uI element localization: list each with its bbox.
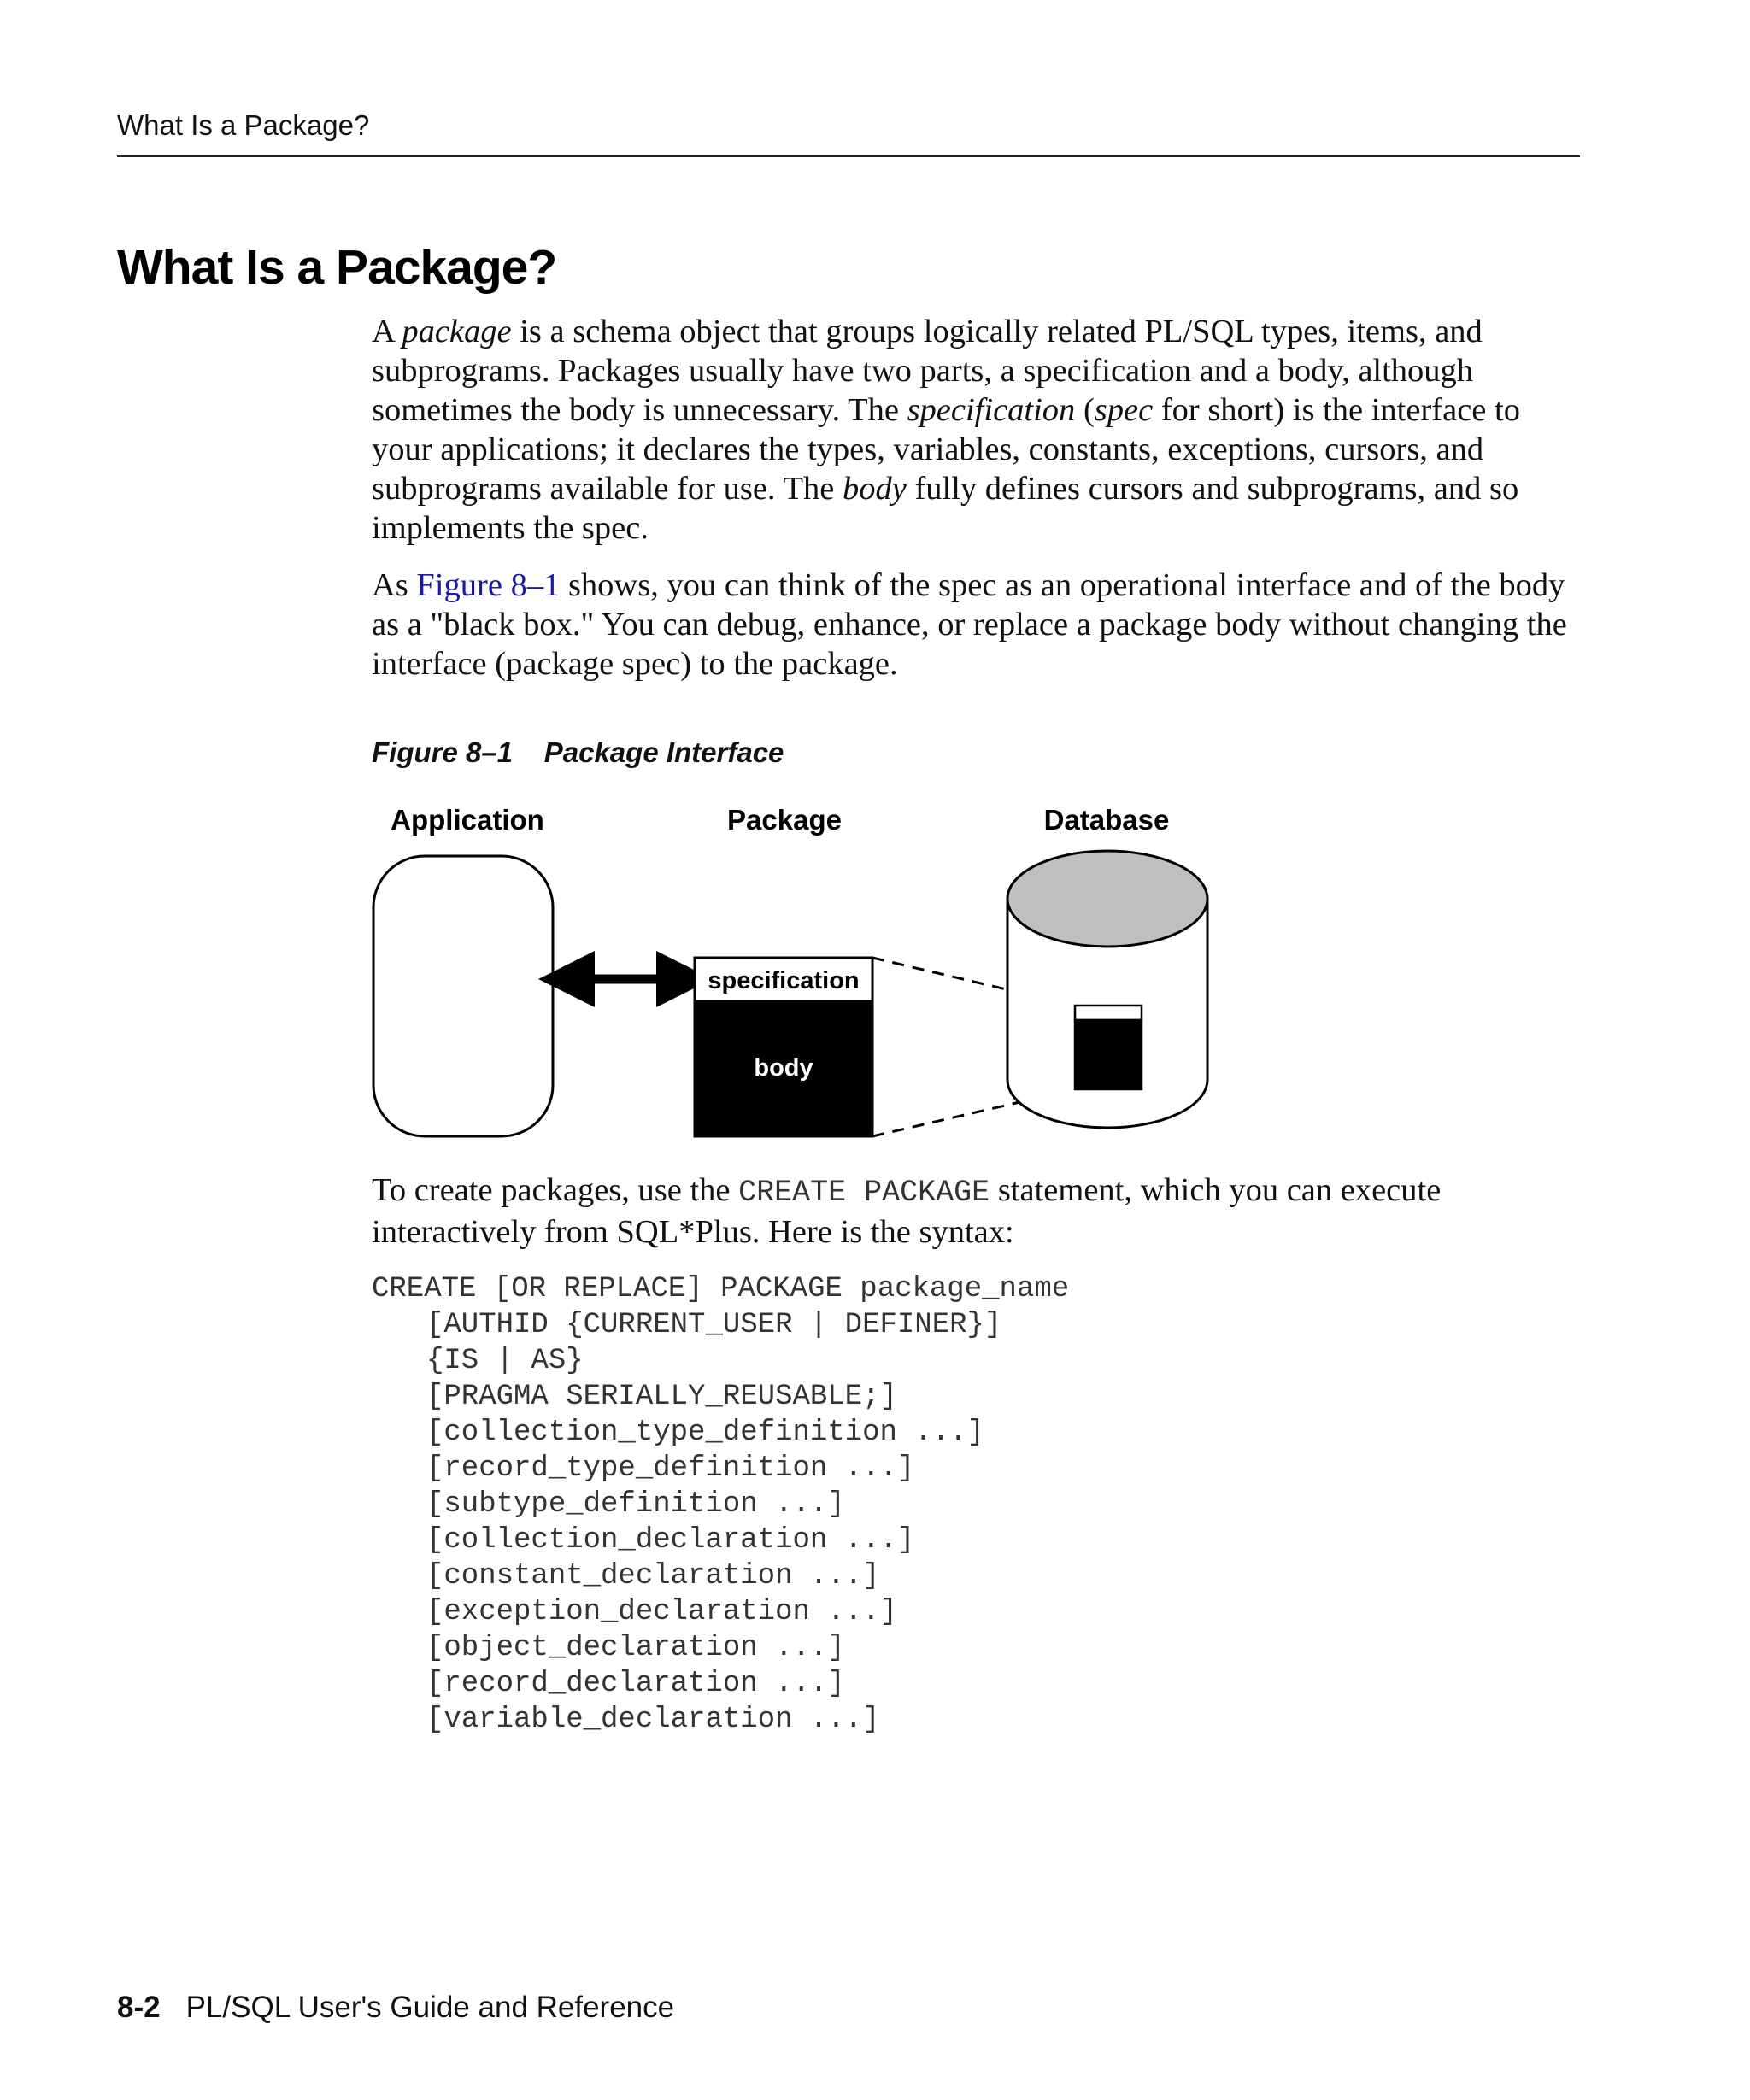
term-spec: spec: [1094, 392, 1154, 428]
stored-package-spec: [1075, 1006, 1142, 1020]
term-package: package: [402, 314, 512, 349]
application-label: Application: [391, 804, 544, 836]
code-line: {IS | AS}: [426, 1345, 584, 1377]
book-title: PL/SQL User's Guide and Reference: [185, 1991, 675, 2024]
application-box: [373, 856, 553, 1136]
create-package-keyword: CREATE PACKAGE: [738, 1176, 990, 1210]
package-label: Package: [727, 804, 842, 836]
figure-reference-paragraph: [372, 566, 1585, 683]
running-header: What Is a Package?: [117, 109, 370, 141]
code-line: [AUTHID {CURRENT_USER | DEFINER}]: [426, 1309, 1002, 1341]
text-run: is a schema object that groups logically related PL/SQL types, items, and subprograms. Packages usually have two parts, a specification and a body, although sometimes the body is unnecessary. The: [372, 314, 1483, 428]
text-run: shows, you can think of the spec as an operational interface and of the body as a "black box." You can debug, enhance, or replace a package body without changing the interface (package spec) to the package.: [372, 567, 1567, 682]
code-line: CREATE [OR REPLACE] PACKAGE package_name: [372, 1273, 1070, 1305]
syntax-intro-paragraph: [372, 1170, 1585, 1252]
specification-label: specification: [708, 967, 860, 994]
code-line: [exception_declaration ...]: [426, 1596, 897, 1628]
code-line: [constant_declaration ...]: [426, 1560, 880, 1593]
intro-paragraph-block: [372, 312, 1585, 548]
syntax-intro-paragraph-block: [372, 1170, 1585, 1252]
body-label: body: [754, 1054, 813, 1082]
text-run: As: [372, 567, 417, 603]
syntax-code-block: [372, 1271, 1069, 1738]
text-run: (: [1075, 392, 1095, 428]
text-run: fully defines cursors and subprograms, and so implements the spec.: [372, 471, 1519, 546]
package-interface-figure: [359, 786, 1222, 1145]
stored-package-body: [1075, 1020, 1142, 1089]
header-rule: [117, 155, 1580, 157]
text-run: statement, which you can execute interactively from SQL*Plus. Here is the syntax:: [372, 1172, 1442, 1250]
code-line: [record_declaration ...]: [426, 1668, 845, 1700]
text-run: To create packages, use the: [372, 1172, 739, 1208]
package-interface-diagram: [359, 786, 1222, 1145]
code-line: [collection_type_definition ...]: [426, 1417, 984, 1449]
database-cylinder-top: [1007, 851, 1207, 947]
code-line: [collection_declaration ...]: [426, 1524, 915, 1557]
code-line: [variable_declaration ...]: [426, 1704, 880, 1736]
page-footer: [117, 1991, 674, 2025]
code-line: [object_declaration ...]: [426, 1632, 845, 1664]
page-title: What Is a Package?: [117, 240, 557, 295]
figure-8-1-link[interactable]: Figure 8–1: [416, 567, 561, 603]
figure-caption: Figure 8–1 Package Interface: [372, 736, 784, 768]
term-specification: specification: [907, 392, 1076, 428]
intro-paragraph: [372, 312, 1585, 548]
page-number: 8-2: [117, 1991, 161, 2024]
text-run: A: [372, 314, 402, 349]
figure-reference-paragraph-block: [372, 566, 1585, 683]
database-label: Database: [1043, 804, 1170, 836]
text-run: for short) is the interface to your applications; it declares the types, variables, constants, exceptions, cursors, and subprograms available for use. The: [372, 392, 1520, 507]
term-body: body: [842, 471, 907, 507]
code-line: [PRAGMA SERIALLY_REUSABLE;]: [426, 1381, 897, 1413]
code-line: [subtype_definition ...]: [426, 1488, 845, 1521]
code-line: [record_type_definition ...]: [426, 1452, 915, 1485]
